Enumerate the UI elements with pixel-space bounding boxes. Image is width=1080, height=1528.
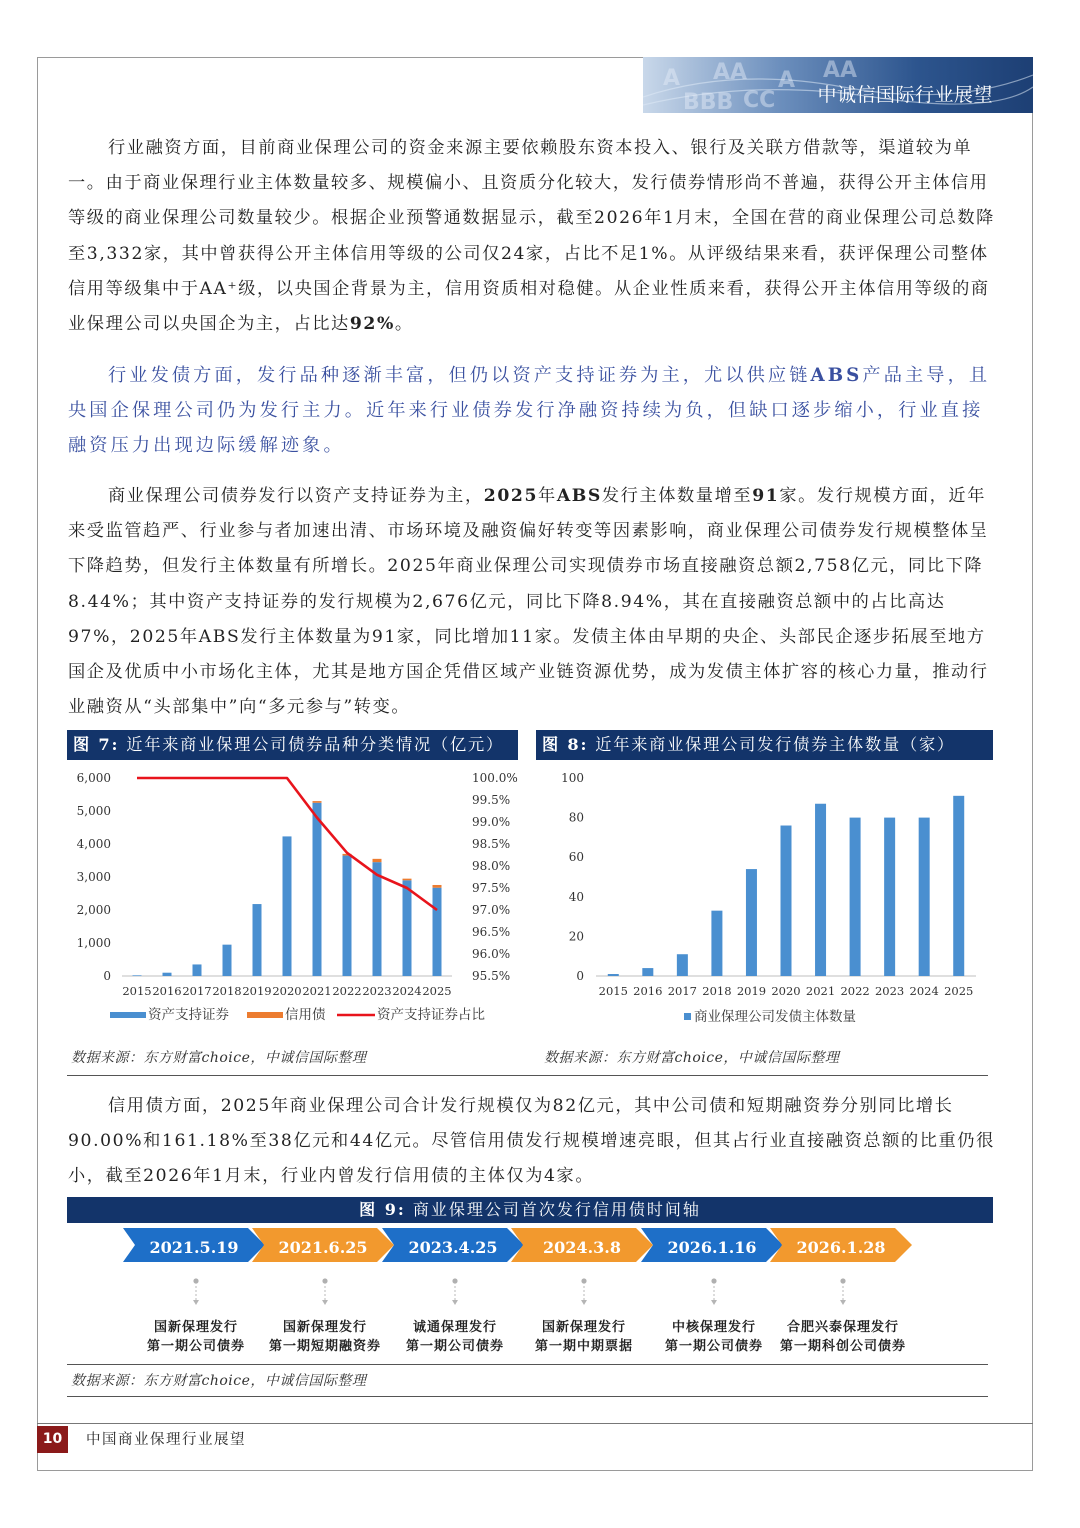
timeline-event-issuer: 国新保理发行 bbox=[541, 1320, 626, 1335]
fig8-y-tick-label: 20 bbox=[568, 929, 584, 944]
fig7-y-tick-label: 3,000 bbox=[76, 870, 111, 884]
issuance-text-d: 家。发行规模方面，近年来受监管趋严、行业参与者加速出清、市场环境及融资偏好转变等因素影响，商业保理公司债券发行规模整体呈下降趋势，但发行主体数量有所增长。2025年商业保理公司实现债券市场直接融资总额2,758亿元，同比下降8.44%；其中资产支持证券的发行规模为2,676亿元，同比下降8.94%，其在直接融资总额中的占比高达97%，2025年ABS发行主体数量为91家，同比增加11家。发债主体由早期的央企、头部民企逐步拓展至地方国企及优质中小市场化主体，尤其是地方国企凭借区域产业链资源优势，成为发债主体扩容的核心力量，推动行业融资从“头部集中”向“多元参与”转变。 bbox=[68, 486, 989, 718]
fig7-source: 数据来源：东方财富choice，中诚信国际整理 bbox=[71, 1050, 367, 1066]
fig9-source: 数据来源：东方财富choice，中诚信国际整理 bbox=[71, 1373, 367, 1389]
timeline-date-label: 2026.1.16 bbox=[667, 1238, 757, 1257]
timeline-event-bond: 第一期公司债券 bbox=[405, 1339, 504, 1354]
fig7-number: 图 7: bbox=[73, 735, 120, 754]
fig9-number: 图 9: bbox=[359, 1200, 406, 1219]
fig7-y-tick-label: 4,000 bbox=[76, 837, 111, 851]
timeline-date-label: 2021.5.19 bbox=[149, 1238, 239, 1257]
timeline-event-bond: 第一期科创公司债券 bbox=[779, 1339, 906, 1354]
header-title: 中诚信国际行业展望 bbox=[817, 84, 993, 106]
paragraph-financing-end: 。 bbox=[394, 314, 414, 335]
fig7-x-tick-label: 2020 bbox=[272, 984, 302, 998]
fig8-number: 图 8: bbox=[542, 735, 589, 754]
fig7-y2-tick-label: 99.5% bbox=[472, 793, 511, 807]
timeline-dot bbox=[711, 1278, 716, 1283]
fig8-x-tick-label: 2022 bbox=[840, 984, 870, 998]
fig7-x-tick-label: 2023 bbox=[362, 984, 392, 998]
fig7-y-tick-label: 0 bbox=[103, 969, 111, 983]
svg-text:CC: CC bbox=[743, 88, 776, 113]
timeline-event-label bbox=[775, 1318, 911, 1356]
paragraph-financing-bold: 92% bbox=[349, 314, 395, 335]
fig7-x-tick-label: 2021 bbox=[302, 984, 332, 998]
fig7-y2-tick-label: 98.5% bbox=[472, 837, 511, 851]
fig8-x-tick-label: 2023 bbox=[874, 984, 905, 998]
fig7-legend-ratio-label: 资产支持证券占比 bbox=[377, 1007, 485, 1023]
timeline-event-issuer: 国新保理发行 bbox=[282, 1320, 367, 1335]
fig7-y2-tick-label: 98.0% bbox=[472, 859, 511, 873]
timeline-event-label bbox=[387, 1318, 523, 1356]
svg-text:A: A bbox=[778, 68, 796, 93]
fig8-x-tick-label: 2025 bbox=[944, 984, 974, 998]
fig7-y-tick-label: 2,000 bbox=[76, 903, 111, 917]
timeline-event-issuer: 国新保理发行 bbox=[153, 1320, 238, 1335]
fig7-x-tick-label: 2018 bbox=[212, 984, 242, 998]
fig8-y-tick-label: 80 bbox=[568, 810, 584, 825]
issuance-bold-count: 91 bbox=[752, 486, 780, 506]
fig7-x-tick-label: 2019 bbox=[242, 984, 272, 998]
fig8-source: 数据来源：东方财富choice，中诚信国际整理 bbox=[544, 1050, 840, 1066]
svg-text:AA: AA bbox=[823, 58, 858, 83]
fig7-x-tick-label: 2017 bbox=[182, 984, 212, 998]
page-number: 10 bbox=[37, 1426, 68, 1453]
fig8-x-tick-label: 2021 bbox=[805, 984, 836, 998]
svg-text:AA: AA bbox=[713, 60, 748, 85]
fig7-y-tick-label: 6,000 bbox=[76, 771, 111, 785]
timeline-event-label bbox=[128, 1318, 264, 1356]
timeline-event-label bbox=[516, 1318, 652, 1356]
paragraph-financing-text: 行业融资方面，目前商业保理公司的资金来源主要依赖股东资本投入、银行及关联方借款等，渠道较为单一。由于商业保理行业主体数量较多、规模偏小、且资质分化较大，发行债券情形尚不普遍，获得公开主体信用等级的商业保理公司数量较少。根据企业预警通数据显示，截至2026年1月末，全国在营的商业保理公司总数降至3,332家，其中曾获得公开主体信用等级的公司仅24家，占比不足1%。从评级结果来看，获评保理公司整体信用等级集中于AA⁺级，以央国企背景为主，信用资质相对稳健。从企业性质来看，获得公开主体信用等级的商业保理公司以央国企为主，占比达 bbox=[68, 138, 995, 335]
timeline-date-label: 2026.1.28 bbox=[796, 1238, 886, 1257]
fig7-y2-tick-label: 95.5% bbox=[472, 969, 511, 983]
timeline-event-issuer: 诚通保理发行 bbox=[412, 1320, 497, 1335]
timeline-dot bbox=[452, 1278, 457, 1283]
timeline-connector-arrowhead bbox=[452, 1300, 458, 1305]
timeline-dot bbox=[840, 1278, 845, 1283]
fig7-y2-tick-label: 100.0% bbox=[472, 771, 518, 785]
svg-text:A: A bbox=[663, 66, 681, 91]
timeline-event-label bbox=[646, 1318, 782, 1356]
timeline-connector-arrowhead bbox=[840, 1300, 846, 1305]
fig8-legend-label: 商业保理公司发债主体数量 bbox=[694, 1009, 856, 1025]
timeline-event-bond: 第一期短期融资券 bbox=[268, 1339, 381, 1354]
svg-text:BBB: BBB bbox=[683, 90, 734, 113]
issuance-bold-abs: ABS bbox=[556, 486, 602, 506]
timeline-event-bond: 第一期公司债券 bbox=[664, 1339, 763, 1354]
fig7-y2-tick-label: 97.0% bbox=[472, 903, 511, 917]
fig9-title: 商业保理公司首次发行信用债时间轴 bbox=[412, 1200, 701, 1219]
fig7-y2-tick-label: 96.0% bbox=[472, 947, 511, 961]
credit-bonds-text: 信用债方面，2025年商业保理公司合计发行规模仅为82亿元，其中公司债和短期融资券分别同比增长90.00%和161.18%至38亿元和44亿元。尽管信用债发行规模增速亮眼，但其占行业直接融资总额的比重仍很小，截至2026年1月末，行业内曾发行信用债的主体仅为4家。 bbox=[68, 1096, 995, 1187]
issuance-text-c: 发行主体数量增至 bbox=[601, 486, 753, 506]
key-point-text-b: 产品主导，且央国企保理公司仍为发行主力。近年来行业债券发行净融资持续为负，但缺口逐步缩小，行业直接融资压力出现边际缓解迹象。 bbox=[68, 365, 991, 457]
key-point-text-a: 行业发债方面，发行品种逐渐丰富，但仍以资产支持证券为主，尤以供应链 bbox=[108, 365, 811, 386]
fig7-legend-abs-label: 资产支持证券 bbox=[148, 1007, 229, 1023]
fig8-x-tick-label: 2024 bbox=[909, 984, 939, 998]
timeline-connector-arrowhead bbox=[193, 1300, 199, 1305]
timeline-connector-arrowhead bbox=[581, 1300, 587, 1305]
timeline-date-label: 2023.4.25 bbox=[408, 1238, 498, 1257]
fig8-x-tick-label: 2016 bbox=[633, 984, 663, 998]
fig7-x-tick-label: 2025 bbox=[422, 984, 452, 998]
timeline-event-label bbox=[257, 1318, 393, 1356]
timeline-connector-arrowhead bbox=[322, 1300, 328, 1305]
footer-text: 中国商业保理行业展望 bbox=[86, 1432, 246, 1448]
timeline-date-label: 2024.3.8 bbox=[543, 1238, 621, 1257]
fig8-y-tick-label: 0 bbox=[576, 969, 584, 983]
key-point-bold: ABS bbox=[810, 365, 863, 386]
timeline-event-bond: 第一期中期票据 bbox=[534, 1339, 633, 1354]
timeline-dot bbox=[322, 1278, 327, 1283]
issuance-text-b: 年 bbox=[538, 486, 557, 506]
footer-line bbox=[37, 1423, 1033, 1424]
fig7-y-tick-label: 1,000 bbox=[76, 936, 111, 950]
issuance-bold-year: 2025 bbox=[483, 486, 539, 506]
fig7-y2-tick-label: 97.5% bbox=[472, 881, 511, 895]
timeline-date-label: 2021.6.25 bbox=[278, 1238, 368, 1257]
timeline-event-issuer: 中核保理发行 bbox=[671, 1320, 756, 1335]
fig9-divider-top bbox=[67, 1364, 988, 1365]
timeline-event-bond: 第一期公司债券 bbox=[146, 1339, 245, 1354]
timeline-connector-arrowhead bbox=[711, 1300, 717, 1305]
fig8-y-tick-label: 40 bbox=[568, 889, 584, 904]
timeline-event-issuer: 合肥兴泰保理发行 bbox=[786, 1320, 899, 1335]
fig8-title: 近年来商业保理公司发行债券主体数量（家） bbox=[595, 735, 955, 754]
fig7-x-tick-label: 2015 bbox=[122, 984, 152, 998]
fig9-divider-bottom bbox=[67, 1396, 988, 1397]
fig7-x-tick-label: 2016 bbox=[152, 984, 182, 998]
fig8-x-tick-label: 2019 bbox=[736, 984, 767, 998]
issuance-text-a: 商业保理公司债券发行以资产支持证券为主， bbox=[108, 486, 484, 506]
fig8-x-tick-label: 2020 bbox=[771, 984, 801, 998]
fig7-y2-tick-label: 96.5% bbox=[472, 925, 511, 939]
fig7-title: 近年来商业保理公司债券品种分类情况（亿元） bbox=[126, 735, 504, 754]
fig8-x-tick-label: 2018 bbox=[702, 984, 732, 998]
fig7-x-tick-label: 2022 bbox=[332, 984, 362, 998]
fig7-y-tick-label: 5,000 bbox=[76, 804, 111, 818]
fig7-x-tick-label: 2024 bbox=[392, 984, 422, 998]
fig8-y-tick-label: 100 bbox=[561, 771, 584, 785]
fig7-legend-credit-label: 信用债 bbox=[285, 1007, 326, 1023]
timeline-dot bbox=[193, 1278, 198, 1283]
fig8-y-tick-label: 60 bbox=[568, 850, 584, 865]
fig7-y2-tick-label: 99.0% bbox=[472, 815, 511, 829]
fig8-x-tick-label: 2015 bbox=[598, 984, 628, 998]
fig8-x-tick-label: 2017 bbox=[667, 984, 698, 998]
timeline-dot bbox=[581, 1278, 586, 1283]
